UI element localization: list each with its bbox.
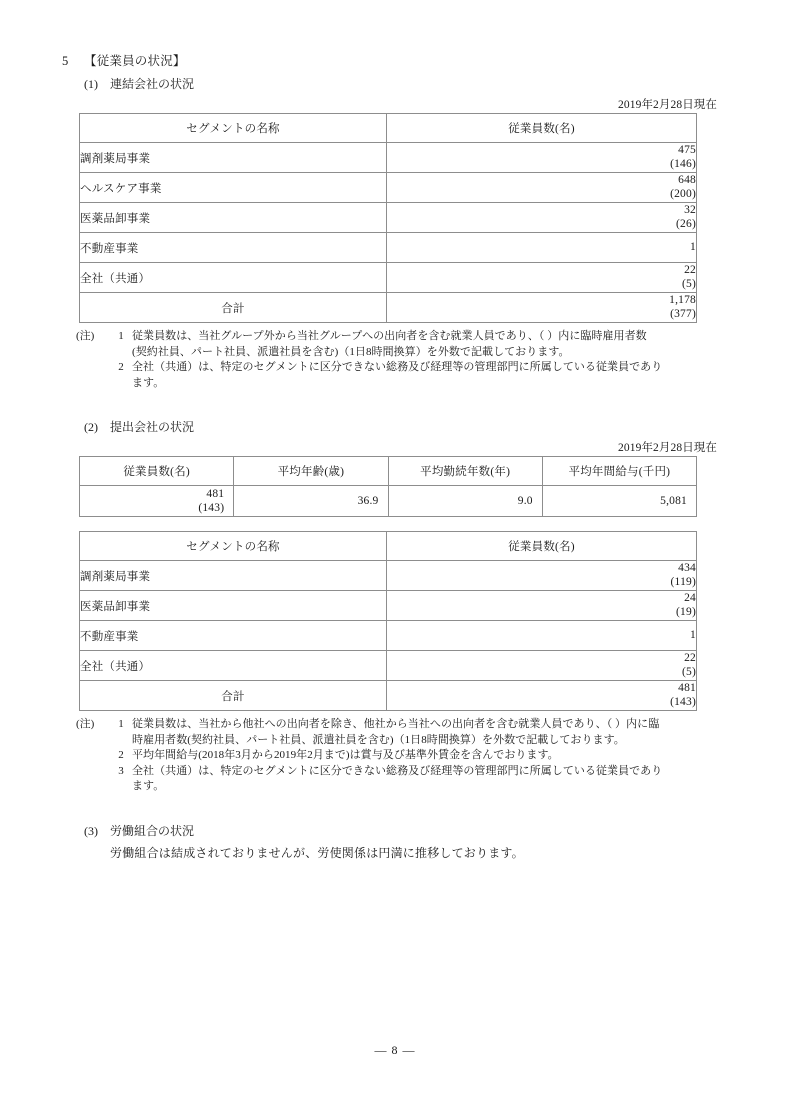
note-index: 2 bbox=[118, 749, 124, 761]
note-text: 従業員数は、当社グループ外から当社グループへの出向者を含む就業人員であり、（ ）内に臨時雇用者数 bbox=[132, 330, 647, 342]
note-text: 全社（共通）は、特定のセグメントに区分できない総務及び経理等の管理部門に所属している従業員であり bbox=[132, 764, 663, 777]
table-row bbox=[80, 143, 697, 173]
table-header-row bbox=[80, 114, 697, 143]
total-label: 合計 bbox=[80, 681, 387, 711]
filing-company-notes bbox=[76, 717, 722, 795]
note-item-continuation bbox=[76, 376, 722, 392]
count-value: 648 bbox=[678, 174, 696, 186]
value-average-salary: 5,081 bbox=[542, 486, 696, 517]
value-average-age: 36.9 bbox=[234, 486, 388, 517]
count-value: 434 bbox=[678, 562, 696, 574]
count-value: 481 bbox=[206, 488, 225, 500]
note-item-continuation bbox=[76, 733, 722, 749]
subsection-1-heading bbox=[84, 76, 722, 93]
count-value: 481 bbox=[678, 682, 696, 694]
segment-count bbox=[387, 263, 697, 293]
note-text: 全社（共通）は、特定のセグメントに区分できない総務及び経理等の管理部門に所属している従業員であり bbox=[132, 361, 663, 373]
labor-union-paragraph: 労働組合は結成されておりませんが、労使関係は円満に推移しております。 bbox=[110, 845, 524, 860]
count-parenthetical: (19) bbox=[676, 605, 696, 618]
count-parenthetical: (377) bbox=[670, 307, 696, 320]
note-item-continuation bbox=[76, 345, 722, 361]
consolidated-employees-table bbox=[79, 113, 697, 323]
count-parenthetical: (119) bbox=[670, 575, 696, 588]
header-employee-count: 従業員数(名) bbox=[387, 532, 697, 561]
subsection-3-heading bbox=[84, 823, 722, 840]
filing-company-date-note: 2019年2月28日現在 bbox=[618, 442, 717, 454]
subsection-2-label: (2) bbox=[84, 420, 98, 434]
value-average-tenure: 9.0 bbox=[388, 486, 542, 517]
segment-name: 全社（共通） bbox=[80, 263, 387, 293]
section-title: 【従業員の状況】 bbox=[84, 54, 186, 68]
segment-name: ヘルスケア事業 bbox=[80, 173, 387, 203]
table-row bbox=[80, 561, 697, 591]
subsection-3-title: 労働組合の状況 bbox=[110, 823, 195, 838]
segment-name: 医薬品卸事業 bbox=[80, 591, 387, 621]
table-row bbox=[80, 486, 697, 517]
note-item-continuation bbox=[76, 779, 722, 795]
total-count bbox=[387, 293, 697, 323]
note-text: 時雇用者数(契約社員、パート社員、派遣社員を含む)（1日8時間換算）を外数で記載しております。 bbox=[132, 733, 625, 746]
header-employee-count: 従業員数(名) bbox=[387, 114, 697, 143]
total-count bbox=[387, 681, 697, 711]
value-employee-count bbox=[80, 486, 234, 517]
count-parenthetical: (5) bbox=[681, 277, 696, 290]
note-index: 3 bbox=[118, 764, 124, 777]
segment-count bbox=[387, 591, 697, 621]
header-average-tenure: 平均勤続年数(年) bbox=[388, 457, 542, 486]
note-index: 1 bbox=[118, 330, 124, 342]
count-parenthetical: (5) bbox=[681, 665, 696, 678]
note-item bbox=[76, 717, 722, 733]
table-total-row bbox=[80, 681, 697, 711]
segment-count bbox=[387, 143, 697, 173]
subsection-2-title: 提出会社の状況 bbox=[110, 420, 195, 434]
segment-count: 1 bbox=[387, 621, 697, 651]
count-value: 22 bbox=[684, 264, 696, 276]
segment-count bbox=[387, 203, 697, 233]
table-row bbox=[80, 173, 697, 203]
note-item bbox=[76, 748, 722, 764]
consolidated-date-note: 2019年2月28日現在 bbox=[618, 99, 717, 111]
notes-tag: (注) bbox=[76, 330, 95, 342]
note-text: 従業員数は、当社から他社への出向者を除き、他社から当社への出向者を含む就業人員であり、（ ）内に臨 bbox=[132, 718, 660, 730]
table-header-row bbox=[80, 532, 697, 561]
note-text: (契約社員、パート社員、派遣社員を含む)（1日8時間換算）を外数で記載しております。 bbox=[132, 345, 570, 358]
filing-company-segment-table bbox=[79, 531, 697, 711]
count-value: 475 bbox=[678, 144, 696, 156]
count-parenthetical: (146) bbox=[670, 157, 696, 170]
table-total-row bbox=[80, 293, 697, 323]
count-value: 32 bbox=[684, 204, 696, 216]
segment-name: 全社（共通） bbox=[80, 651, 387, 681]
table-row bbox=[80, 621, 697, 651]
note-index: 2 bbox=[118, 361, 124, 373]
note-text: ます。 bbox=[132, 376, 165, 389]
header-average-salary: 平均年間給与(千円) bbox=[542, 457, 696, 486]
header-segment-name: セグメントの名称 bbox=[80, 114, 387, 143]
count-value: 22 bbox=[684, 652, 696, 664]
filing-company-summary-table bbox=[79, 456, 697, 517]
note-text: 平均年間給与(2018年3月から2019年2月まで)は賞与及び基準外賃金を含んでおります。 bbox=[132, 749, 559, 761]
segment-count bbox=[387, 561, 697, 591]
segment-name: 医薬品卸事業 bbox=[80, 203, 387, 233]
count-parenthetical: (143) bbox=[198, 502, 225, 514]
notes-tag: (注) bbox=[76, 718, 95, 730]
segment-count bbox=[387, 173, 697, 203]
segment-name: 不動産事業 bbox=[80, 233, 387, 263]
count-value: 24 bbox=[684, 592, 696, 604]
note-text: ます。 bbox=[132, 780, 165, 792]
consolidated-notes bbox=[76, 329, 722, 391]
total-label: 合計 bbox=[80, 293, 387, 323]
section-heading bbox=[62, 52, 722, 70]
segment-count: 1 bbox=[387, 233, 697, 263]
page-content bbox=[62, 52, 722, 862]
count-parenthetical: (143) bbox=[670, 695, 696, 708]
table-row bbox=[80, 651, 697, 681]
segment-name: 不動産事業 bbox=[80, 621, 387, 651]
note-item bbox=[76, 360, 722, 376]
segment-name: 調剤薬局事業 bbox=[80, 561, 387, 591]
table-row bbox=[80, 263, 697, 293]
table-row bbox=[80, 591, 697, 621]
table-row bbox=[80, 233, 697, 263]
note-item bbox=[76, 329, 722, 345]
table-header-row bbox=[80, 457, 697, 486]
segment-count bbox=[387, 651, 697, 681]
header-employee-count: 従業員数(名) bbox=[80, 457, 234, 486]
count-parenthetical: (26) bbox=[676, 217, 696, 230]
table-row bbox=[80, 203, 697, 233]
count-parenthetical: (200) bbox=[670, 187, 696, 200]
header-average-age: 平均年齢(歳) bbox=[234, 457, 388, 486]
subsection-2-heading bbox=[84, 419, 722, 436]
section-number: 5 bbox=[62, 54, 69, 68]
subsection-3-label: (3) bbox=[84, 823, 98, 838]
note-item bbox=[76, 764, 722, 780]
segment-name: 調剤薬局事業 bbox=[80, 143, 387, 173]
subsection-1-label: (1) bbox=[84, 77, 98, 91]
count-value: 1,178 bbox=[669, 294, 696, 306]
header-segment-name: セグメントの名称 bbox=[80, 532, 387, 561]
subsection-1-title: 連結会社の状況 bbox=[110, 77, 195, 91]
page-number: — 8 — bbox=[374, 1043, 416, 1057]
note-index: 1 bbox=[118, 718, 124, 730]
